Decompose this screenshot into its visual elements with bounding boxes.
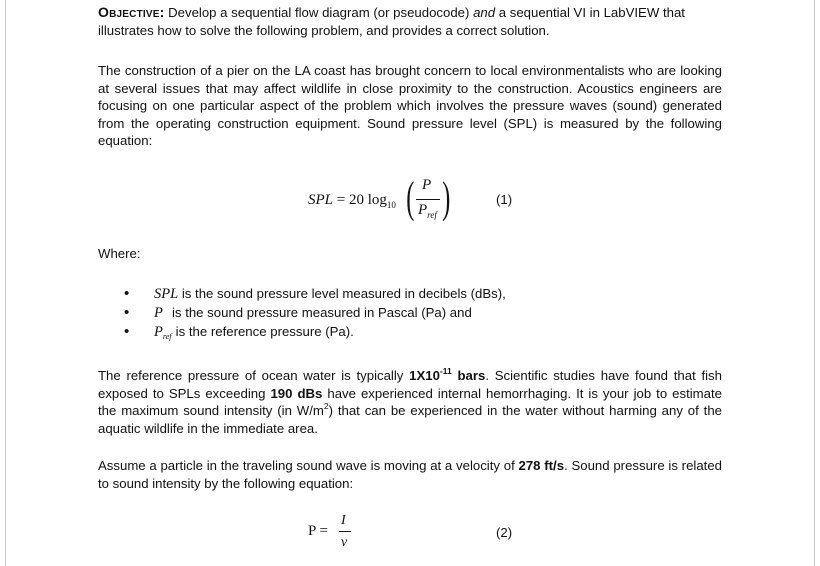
equation-1-number: (1) xyxy=(496,192,513,207)
definition-p xyxy=(120,304,680,323)
equation-lhs xyxy=(308,191,396,215)
objective-label: Objective: xyxy=(98,4,165,20)
log-base: 10 xyxy=(386,200,396,210)
threshold-value: 190 dBs xyxy=(270,385,323,401)
pressure-intensity-equation xyxy=(308,512,378,562)
definition-spl xyxy=(120,285,680,304)
right-paren: ) xyxy=(442,173,451,222)
objective-text: Develop a sequential flow diagram (or pseudocode) xyxy=(164,5,474,20)
fraction-numerator: I xyxy=(341,513,346,528)
fraction-denominator: v xyxy=(341,535,348,550)
objective-text-cont: a sequential VI in LabVIEW that illustrates how to solve the following problem, and provides a correct solution. xyxy=(98,5,685,38)
left-paren: ( xyxy=(406,173,415,222)
reference-pressure-value: $1X10^{-11}$ bars xyxy=(409,366,486,383)
symbol: $P_{ref}$ xyxy=(154,324,172,341)
objective-and: and xyxy=(473,5,496,20)
page-left-edge xyxy=(5,0,6,566)
spl-symbol: SPL xyxy=(308,192,334,208)
reference-pressure-paragraph: The reference pressure of ocean water is typically $1X10^{-11}$ bars. Scientific studies have found that fish exposed to SPLs exceeding 190 dBs have experienced internal hemorrhaging. It is your job to estimate the maximum sound intensity (in $W/m^2$) that can be experienced in the water without harming any of the aquatic wildlife in the immediate area. xyxy=(98,366,722,436)
log-term: = 20 log xyxy=(333,192,387,208)
velocity-paragraph: Assume a particle in the traveling sound wave is moving at a velocity of 278 ft/s. Sound pressure is related to sound intensity by the following equation: xyxy=(98,458,723,491)
objective-paragraph xyxy=(98,4,726,39)
fraction-bar xyxy=(416,199,440,200)
intro-paragraph: The construction of a pier on the LA coast has brought concern to local environmentalists who are looking at several issues that may affect wildlife in close proximity to the construction. Acoustics engineers are focusing on one particular aspect of the problem which involves the pressure waves (sound) generated from the operating construction equipment. Sound pressure level (SPL) is measured by the following equation: xyxy=(98,63,722,149)
where-label: Where: xyxy=(98,246,141,261)
symbol: SPL xyxy=(154,286,179,302)
spl-equation xyxy=(308,169,468,229)
equation-2-number: (2) xyxy=(496,525,513,540)
symbol: P xyxy=(154,305,163,321)
fraction-numerator: P xyxy=(422,177,432,193)
definition-pref xyxy=(120,323,680,342)
definition-text: is the sound pressure level measured in decibels (dBs), xyxy=(181,286,506,301)
page-right-edge xyxy=(814,0,815,566)
definition-text: is the sound pressure measured in Pascal (Pa) and xyxy=(172,305,472,320)
fraction-denominator: $P_{ref}$ xyxy=(418,202,437,220)
definition-list xyxy=(120,285,680,342)
equation-lhs: P = xyxy=(308,523,328,539)
fraction-bar xyxy=(339,531,351,532)
definition-text: is the reference pressure (Pa). xyxy=(175,324,354,339)
velocity-value: 278 ft/s xyxy=(518,458,565,473)
